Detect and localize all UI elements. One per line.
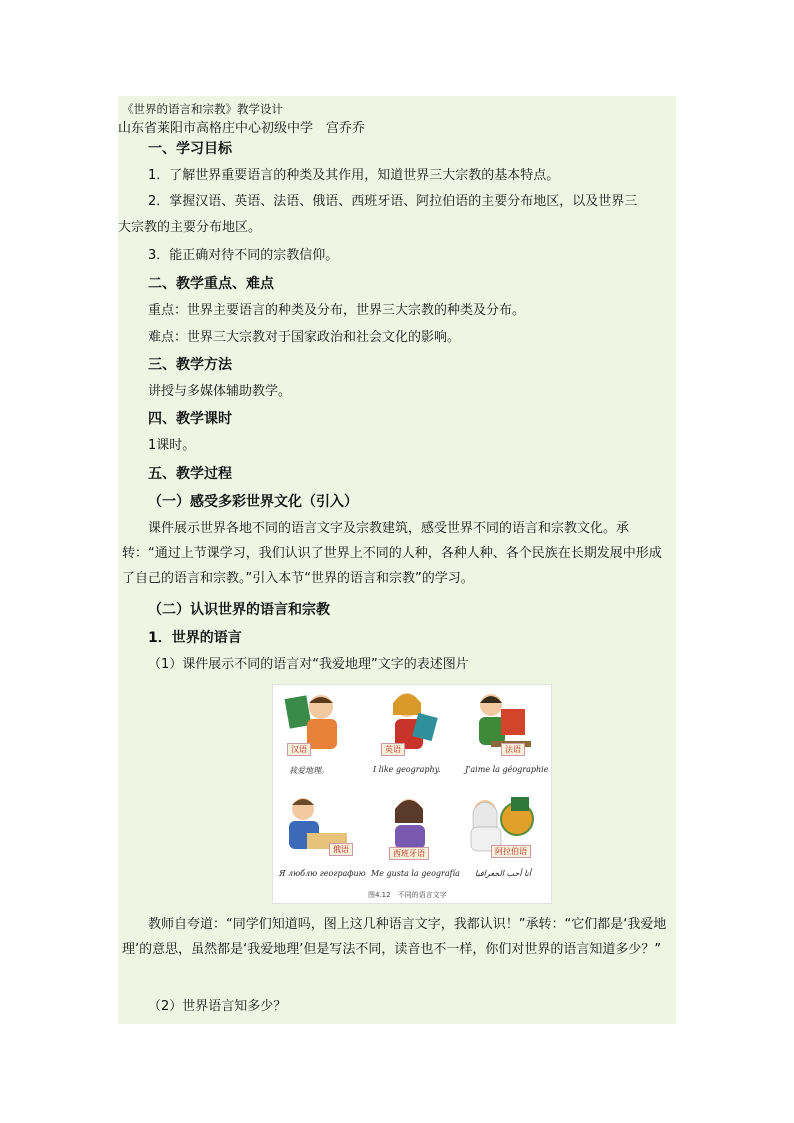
figure-cell-english	[367, 685, 457, 785]
figure-label-3: 法语	[501, 743, 525, 756]
figure-writing-1: 我爱地理。	[289, 766, 329, 775]
goal-2: 2．掌握汉语、英语、法语、俄语、西班牙语、阿拉伯语的主要分布地区，以及世界三	[148, 194, 638, 209]
figure-writing-3: J'aime la géographie	[465, 765, 549, 774]
heading-method: 三、教学方法	[148, 357, 232, 373]
figure-cell-russian	[273, 789, 366, 889]
figure-cell-spanish	[367, 789, 460, 889]
figure-label-2: 英语	[381, 743, 405, 756]
process-part-2: （二）认识世界的语言和宗教	[148, 602, 330, 618]
goal-1: 1．了解世界重要语言的种类及其作用，知道世界三大宗教的基本特点。	[148, 168, 560, 183]
teacher-remark: 教师自夸道：“同学们知道吗，图上这几种语言文字，我都认识！”承转：“它们都是‘我爱地理’的意思，虽然都是‘我爱地理’但是写法不同，读音也不一样，你们对世界的语言知道多少？”	[122, 917, 667, 957]
languages-item-1: （1）课件展示不同的语言对“我爱地理”文字的表述图片	[148, 657, 469, 672]
figure-writing-5: Me gusta la geografía	[371, 869, 460, 878]
heading-goals: 一、学习目标	[148, 141, 232, 157]
figure-cell-arabic	[461, 789, 551, 889]
languages-item-2: （2）世界语言知多少？	[148, 999, 287, 1014]
figure-label-5: 西班牙语	[389, 847, 429, 860]
difficult-point: 难点：世界三大宗教对于国家政治和社会文化的影响。	[148, 330, 461, 345]
figure-caption: 图4.12 不同的语言文字	[368, 891, 447, 899]
figure-label-1: 汉语	[287, 743, 311, 756]
document-page	[118, 96, 676, 1024]
goal-2-cont: 大宗教的主要分布地区。	[118, 220, 262, 235]
doc-author: 山东省莱阳市高格庄中心初级中学 宫乔乔	[118, 121, 366, 136]
process-part-1-text: 课件展示世界各地不同的语言文字及宗教建筑，感受世界不同的语言和宗教文化。承转：“通过上节课学习，我们认识了世界上不同的人种，各种人种、各个民族在长期发展中形成了自己的语言和宗教。”引入本节“世界的语言和宗教”的学习。	[122, 521, 662, 586]
figure-cell-french	[461, 685, 551, 785]
figure-cell-chinese	[273, 685, 363, 785]
process-part-1: （一）感受多彩世界文化（引入）	[148, 494, 358, 510]
heading-key-points: 二、教学重点、难点	[148, 276, 274, 292]
languages-figure	[272, 684, 552, 904]
goal-3: 3．能正确对待不同的宗教信仰。	[148, 248, 339, 263]
heading-process: 五、教学过程	[148, 466, 232, 482]
hours-text: 1课时。	[148, 438, 196, 453]
figure-writing-4: Я люблю географию	[279, 869, 366, 878]
key-point: 重点：世界主要语言的种类及分布，世界三大宗教的种类及分布。	[148, 303, 526, 318]
heading-hours: 四、教学课时	[148, 411, 232, 427]
figure-writing-6: أنا أحب الجغرافيا	[475, 869, 531, 878]
doc-title: 《世界的语言和宗教》教学设计	[122, 102, 283, 116]
figure-writing-2: I like geography.	[373, 765, 441, 774]
method-text: 讲授与多媒体辅助教学。	[148, 384, 292, 399]
figure-label-6: 阿拉伯语	[491, 845, 531, 858]
languages-heading: 1．世界的语言	[148, 630, 242, 646]
figure-label-4: 俄语	[329, 843, 353, 856]
